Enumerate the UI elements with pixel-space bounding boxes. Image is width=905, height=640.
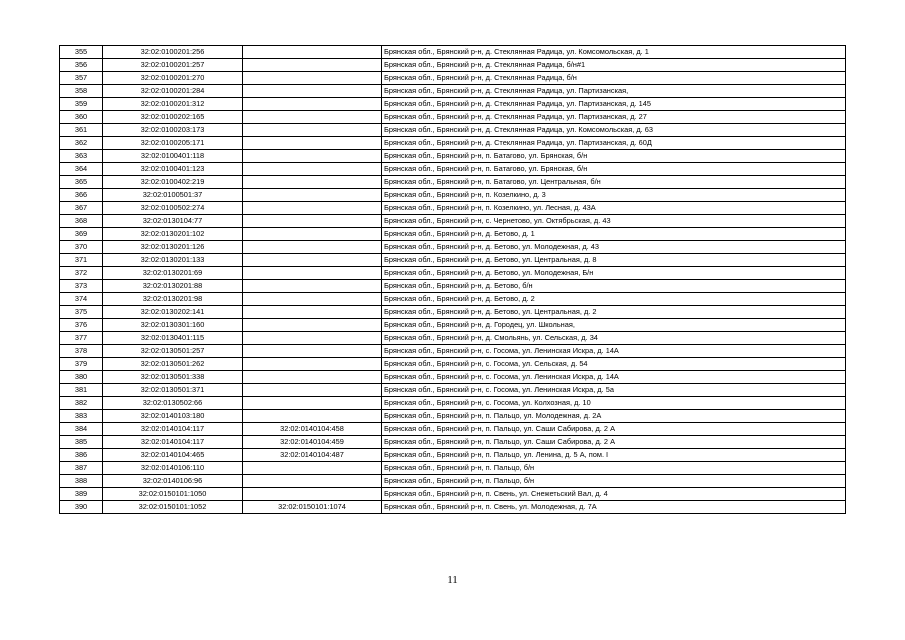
property-table [59, 45, 846, 514]
address-cell: Брянская обл., Брянский р-н, п. Пальцо, ул. Саши Сабирова, д. 2 А [382, 436, 846, 449]
row-number-cell: 386 [60, 449, 103, 462]
table-row [60, 319, 846, 332]
address-cell: Брянская обл., Брянский р-н, д. Бетово, ул. Молодежная, д. 43 [382, 241, 846, 254]
table-row [60, 150, 846, 163]
linked-cadastral-number-cell [243, 410, 382, 423]
linked-cadastral-number-cell [243, 345, 382, 358]
address-cell: Брянская обл., Брянский р-н, д. Бетово, ул. Центральная, д. 2 [382, 306, 846, 319]
row-number-cell: 384 [60, 423, 103, 436]
table-row [60, 124, 846, 137]
cadastral-number-cell: 32:02:0100402:219 [103, 176, 243, 189]
linked-cadastral-number-cell [243, 137, 382, 150]
linked-cadastral-number-cell [243, 241, 382, 254]
row-number-cell: 365 [60, 176, 103, 189]
linked-cadastral-number-cell [243, 293, 382, 306]
linked-cadastral-number-cell [243, 215, 382, 228]
address-cell: Брянская обл., Брянский р-н, д. Стеклянная Радица, ул. Комсомольская, д. 63 [382, 124, 846, 137]
row-number-cell: 364 [60, 163, 103, 176]
cadastral-number-cell: 32:02:0150101:1052 [103, 501, 243, 514]
address-cell: Брянская обл., Брянский р-н, п. Пальцо, ул. Саши Сабирова, д. 2 А [382, 423, 846, 436]
row-number-cell: 372 [60, 267, 103, 280]
row-number-cell: 366 [60, 189, 103, 202]
address-cell: Брянская обл., Брянский р-н, д. Стеклянная Радица, б/н [382, 72, 846, 85]
linked-cadastral-number-cell: 32:02:0140104:458 [243, 423, 382, 436]
table-row [60, 397, 846, 410]
address-cell: Брянская обл., Брянский р-н, д. Городец, ул. Школьная, [382, 319, 846, 332]
cadastral-number-cell: 32:02:0130201:126 [103, 241, 243, 254]
address-cell: Брянская обл., Брянский р-н, п. Батагово, ул. Центральная, б/н [382, 176, 846, 189]
linked-cadastral-number-cell [243, 384, 382, 397]
linked-cadastral-number-cell [243, 189, 382, 202]
linked-cadastral-number-cell [243, 150, 382, 163]
table-row [60, 85, 846, 98]
linked-cadastral-number-cell [243, 59, 382, 72]
table-row [60, 306, 846, 319]
row-number-cell: 389 [60, 488, 103, 501]
cadastral-number-cell: 32:02:0130501:257 [103, 345, 243, 358]
cadastral-number-cell: 32:02:0100401:118 [103, 150, 243, 163]
row-number-cell: 382 [60, 397, 103, 410]
address-cell: Брянская обл., Брянский р-н, д. Бетово, б/н [382, 280, 846, 293]
row-number-cell: 387 [60, 462, 103, 475]
cadastral-number-cell: 32:02:0100501:37 [103, 189, 243, 202]
table-row [60, 423, 846, 436]
cadastral-number-cell: 32:02:0100205:171 [103, 137, 243, 150]
linked-cadastral-number-cell: 32:02:0150101:1074 [243, 501, 382, 514]
row-number-cell: 357 [60, 72, 103, 85]
row-number-cell: 369 [60, 228, 103, 241]
cadastral-number-cell: 32:02:0150101:1050 [103, 488, 243, 501]
row-number-cell: 358 [60, 85, 103, 98]
address-cell: Брянская обл., Брянский р-н, п. Пальцо, б/н [382, 462, 846, 475]
cadastral-number-cell: 32:02:0100202:165 [103, 111, 243, 124]
row-number-cell: 381 [60, 384, 103, 397]
row-number-cell: 361 [60, 124, 103, 137]
table-row [60, 98, 846, 111]
linked-cadastral-number-cell [243, 306, 382, 319]
address-cell: Брянская обл., Брянский р-н, п. Пальцо, ул. Ленина, д. 5 А, пом. I [382, 449, 846, 462]
cadastral-number-cell: 32:02:0130104:77 [103, 215, 243, 228]
property-table-body [60, 46, 846, 514]
table-row [60, 189, 846, 202]
row-number-cell: 385 [60, 436, 103, 449]
address-cell: Брянская обл., Брянский р-н, п. Свень, ул. Молодежная, д. 7А [382, 501, 846, 514]
cadastral-number-cell: 32:02:0100201:270 [103, 72, 243, 85]
address-cell: Брянская обл., Брянский р-н, д. Бетово, ул. Молодежная, Б/н [382, 267, 846, 280]
address-cell: Брянская обл., Брянский р-н, с. Госома, ул. Ленинская Искра, д. 5а [382, 384, 846, 397]
address-cell: Брянская обл., Брянский р-н, п. Пальцо, ул. Молодежная, д. 2А [382, 410, 846, 423]
cadastral-number-cell: 32:02:0140104:465 [103, 449, 243, 462]
address-cell: Брянская обл., Брянский р-н, д. Стеклянная Радица, ул. Партизанская, [382, 85, 846, 98]
row-number-cell: 390 [60, 501, 103, 514]
cadastral-number-cell: 32:02:0100201:256 [103, 46, 243, 59]
page-number: 11 [447, 574, 458, 586]
address-cell: Брянская обл., Брянский р-н, п. Козелкино, ул. Лесная, д. 43А [382, 202, 846, 215]
cadastral-number-cell: 32:02:0130201:69 [103, 267, 243, 280]
linked-cadastral-number-cell [243, 124, 382, 137]
linked-cadastral-number-cell [243, 462, 382, 475]
address-cell: Брянская обл., Брянский р-н, д. Бетово, ул. Центральная, д. 8 [382, 254, 846, 267]
address-cell: Брянская обл., Брянский р-н, с. Госома, ул. Ленинская Искра, д. 14А [382, 371, 846, 384]
linked-cadastral-number-cell [243, 397, 382, 410]
cadastral-number-cell: 32:02:0100502:274 [103, 202, 243, 215]
table-row [60, 462, 846, 475]
table-row [60, 488, 846, 501]
cadastral-number-cell: 32:02:0100401:123 [103, 163, 243, 176]
table-row [60, 293, 846, 306]
table-row [60, 501, 846, 514]
cadastral-number-cell: 32:02:0130501:338 [103, 371, 243, 384]
linked-cadastral-number-cell [243, 332, 382, 345]
row-number-cell: 378 [60, 345, 103, 358]
row-number-cell: 355 [60, 46, 103, 59]
cadastral-number-cell: 32:02:0130301:160 [103, 319, 243, 332]
linked-cadastral-number-cell [243, 111, 382, 124]
row-number-cell: 388 [60, 475, 103, 488]
table-row [60, 111, 846, 124]
table-row [60, 358, 846, 371]
row-number-cell: 360 [60, 111, 103, 124]
cadastral-number-cell: 32:02:0140103:180 [103, 410, 243, 423]
cadastral-number-cell: 32:02:0140104:117 [103, 436, 243, 449]
linked-cadastral-number-cell [243, 358, 382, 371]
row-number-cell: 368 [60, 215, 103, 228]
address-cell: Брянская обл., Брянский р-н, д. Смольянь, ул. Сельская, д. 34 [382, 332, 846, 345]
row-number-cell: 362 [60, 137, 103, 150]
row-number-cell: 356 [60, 59, 103, 72]
table-row [60, 436, 846, 449]
table-row [60, 449, 846, 462]
table-row [60, 202, 846, 215]
address-cell: Брянская обл., Брянский р-н, с. Чернетово, ул. Октябрьская, д. 43 [382, 215, 846, 228]
cadastral-number-cell: 32:02:0140104:117 [103, 423, 243, 436]
table-row [60, 332, 846, 345]
linked-cadastral-number-cell [243, 254, 382, 267]
address-cell: Брянская обл., Брянский р-н, п. Пальцо, б/н [382, 475, 846, 488]
linked-cadastral-number-cell [243, 46, 382, 59]
linked-cadastral-number-cell: 32:02:0140104:487 [243, 449, 382, 462]
table-row [60, 345, 846, 358]
row-number-cell: 376 [60, 319, 103, 332]
row-number-cell: 373 [60, 280, 103, 293]
linked-cadastral-number-cell [243, 98, 382, 111]
table-row [60, 410, 846, 423]
cadastral-number-cell: 32:02:0130201:98 [103, 293, 243, 306]
linked-cadastral-number-cell [243, 371, 382, 384]
cadastral-number-cell: 32:02:0130401:115 [103, 332, 243, 345]
cadastral-number-cell: 32:02:0130502:66 [103, 397, 243, 410]
table-row [60, 59, 846, 72]
table-row [60, 267, 846, 280]
address-cell: Брянская обл., Брянский р-н, д. Стеклянная Радица, б/н#1 [382, 59, 846, 72]
address-cell: Брянская обл., Брянский р-н, с. Госома, ул. Ленинская Искра, д. 14А [382, 345, 846, 358]
row-number-cell: 359 [60, 98, 103, 111]
cadastral-number-cell: 32:02:0100201:284 [103, 85, 243, 98]
row-number-cell: 377 [60, 332, 103, 345]
cadastral-number-cell: 32:02:0130201:88 [103, 280, 243, 293]
address-cell: Брянская обл., Брянский р-н, п. Свень, ул. Снежетьский Вал, д. 4 [382, 488, 846, 501]
table-row [60, 254, 846, 267]
linked-cadastral-number-cell [243, 319, 382, 332]
table-row [60, 163, 846, 176]
row-number-cell: 371 [60, 254, 103, 267]
linked-cadastral-number-cell [243, 176, 382, 189]
cadastral-number-cell: 32:02:0130202:141 [103, 306, 243, 319]
linked-cadastral-number-cell [243, 163, 382, 176]
row-number-cell: 383 [60, 410, 103, 423]
address-cell: Брянская обл., Брянский р-н, д. Бетово, д. 2 [382, 293, 846, 306]
linked-cadastral-number-cell [243, 475, 382, 488]
linked-cadastral-number-cell [243, 228, 382, 241]
address-cell: Брянская обл., Брянский р-н, д. Стеклянная Радица, ул. Комсомольская, д. 1 [382, 46, 846, 59]
row-number-cell: 370 [60, 241, 103, 254]
row-number-cell: 380 [60, 371, 103, 384]
linked-cadastral-number-cell [243, 85, 382, 98]
table-row [60, 215, 846, 228]
row-number-cell: 363 [60, 150, 103, 163]
table-row [60, 46, 846, 59]
cadastral-number-cell: 32:02:0100203:173 [103, 124, 243, 137]
cadastral-number-cell: 32:02:0130201:102 [103, 228, 243, 241]
address-cell: Брянская обл., Брянский р-н, п. Батагово, ул. Брянская, б/н [382, 163, 846, 176]
table-row [60, 72, 846, 85]
table-row [60, 280, 846, 293]
cadastral-number-cell: 32:02:0130501:262 [103, 358, 243, 371]
table-row [60, 371, 846, 384]
linked-cadastral-number-cell [243, 488, 382, 501]
cadastral-number-cell: 32:02:0140106:96 [103, 475, 243, 488]
address-cell: Брянская обл., Брянский р-н, с. Госома, ул. Колхозная, д. 10 [382, 397, 846, 410]
table-row [60, 176, 846, 189]
cadastral-number-cell: 32:02:0140106:110 [103, 462, 243, 475]
address-cell: Брянская обл., Брянский р-н, п. Козелкино, д. 3 [382, 189, 846, 202]
address-cell: Брянская обл., Брянский р-н, д. Стеклянная Радица, ул. Партизанская, д. 60Д [382, 137, 846, 150]
row-number-cell: 367 [60, 202, 103, 215]
table-row [60, 384, 846, 397]
address-cell: Брянская обл., Брянский р-н, д. Стеклянная Радица, ул. Партизанская, д. 27 [382, 111, 846, 124]
cadastral-number-cell: 32:02:0100201:312 [103, 98, 243, 111]
linked-cadastral-number-cell [243, 202, 382, 215]
table-row [60, 228, 846, 241]
linked-cadastral-number-cell [243, 267, 382, 280]
linked-cadastral-number-cell [243, 72, 382, 85]
address-cell: Брянская обл., Брянский р-н, с. Госома, ул. Сельская, д. 54 [382, 358, 846, 371]
row-number-cell: 375 [60, 306, 103, 319]
cadastral-number-cell: 32:02:0100201:257 [103, 59, 243, 72]
linked-cadastral-number-cell: 32:02:0140104:459 [243, 436, 382, 449]
cadastral-number-cell: 32:02:0130501:371 [103, 384, 243, 397]
address-cell: Брянская обл., Брянский р-н, д. Бетово, д. 1 [382, 228, 846, 241]
row-number-cell: 374 [60, 293, 103, 306]
address-cell: Брянская обл., Брянский р-н, п. Батагово, ул. Брянская, б/н [382, 150, 846, 163]
address-cell: Брянская обл., Брянский р-н, д. Стеклянная Радица, ул. Партизанская, д. 145 [382, 98, 846, 111]
table-row [60, 137, 846, 150]
table-row [60, 475, 846, 488]
table-row [60, 241, 846, 254]
cadastral-number-cell: 32:02:0130201:133 [103, 254, 243, 267]
linked-cadastral-number-cell [243, 280, 382, 293]
row-number-cell: 379 [60, 358, 103, 371]
